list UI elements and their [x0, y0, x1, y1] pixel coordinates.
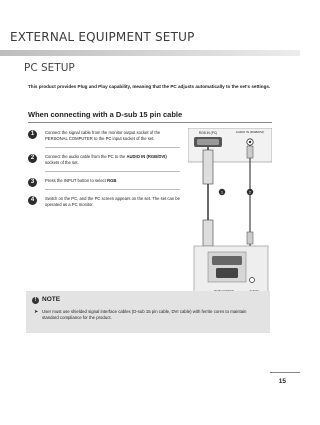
step-number-badge: 2: [28, 154, 37, 163]
step-number-badge: 1: [28, 130, 37, 139]
audio-plug-icon: [247, 146, 253, 158]
step-divider: [45, 147, 180, 148]
section-title: PC SETUP: [24, 62, 75, 74]
step-number-badge: 3: [28, 178, 37, 187]
subheading-rule: [28, 122, 272, 123]
step-text-bold: RGB: [107, 178, 117, 183]
step-text-part: Press the INPUT button to select: [45, 178, 108, 183]
page-header-title: EXTERNAL EQUIPMENT SETUP: [10, 30, 195, 44]
subheading: When connecting with a D-sub 15 pin cable: [28, 110, 183, 119]
pc-dsub-port-icon: [212, 256, 242, 265]
audio-in-label: AUDIO IN (RGB/DVI): [235, 130, 265, 134]
dsub-plug-icon: [203, 150, 213, 184]
step-divider: [45, 189, 180, 190]
note-text: User must use shielded signal interface cables (D-sub 15 pin cable, DVI cable) with ferrite cores to maintain standard compliance for the product.: [42, 309, 247, 320]
dsub-plug-icon: [203, 220, 213, 246]
exclamation-icon: !: [32, 297, 39, 304]
rgb-in-label: RGB IN (PC): [198, 131, 218, 135]
step-text: Switch on the PC, and the PC screen appears on the set. The set can be operated as a PC monitor.: [45, 196, 180, 207]
intro-text: This product provides Plug and Play capability, meaning that the PC adjusts automatically to the set's settings.: [28, 84, 271, 89]
page-number-rule: [270, 372, 300, 373]
step-text: [45, 178, 180, 184]
arrow-bullet-icon: ➤: [34, 309, 39, 315]
step-marker-label: 2: [248, 189, 252, 195]
step-text-part: Connect the audio cable from the PC to the: [45, 154, 127, 159]
step-text-bold: AUDIO IN (RGB/DVI): [126, 154, 167, 159]
note-label: NOTE: [42, 296, 61, 303]
page-number: 15: [278, 378, 286, 385]
step-divider: [45, 171, 180, 172]
step-number-badge: 4: [28, 196, 37, 205]
note-box: [26, 291, 270, 333]
pc-audio-jack-icon: [250, 278, 255, 283]
step-text-part: .: [116, 178, 118, 183]
step-marker-label: 1: [220, 189, 224, 195]
step-text-part: sockets of the set.: [45, 160, 79, 165]
header-rule: [0, 50, 300, 56]
audio-plug-icon: [247, 232, 253, 244]
step-text: Connect the signal cable from the monitor output socket of the PERSONAL COMPUTER to the PC input socket of the set.: [45, 130, 161, 141]
step-text: [45, 154, 180, 166]
